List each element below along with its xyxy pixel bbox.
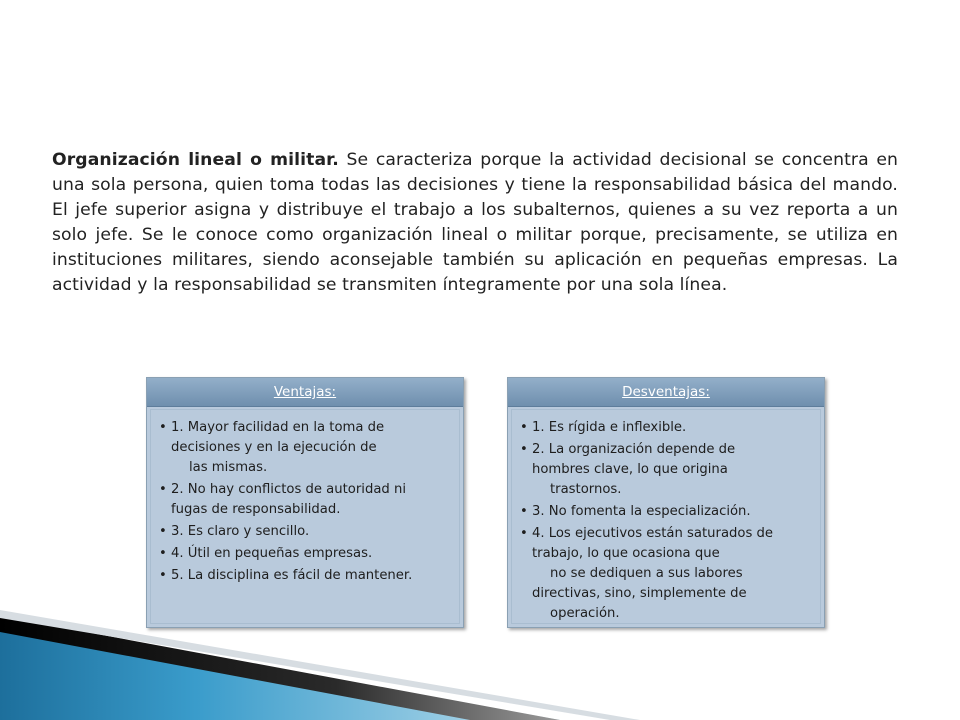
ventajas-item-line: • 1. Mayor facilidad en la toma de [159,420,385,435]
desventajas-item-line: • 3. No fomenta la especialización. [520,504,751,519]
ventajas-item-line: decisiones y en la ejecución de [171,440,377,455]
ventajas-header-label: Ventajas: [273,384,337,400]
desventajas-item-line: • 1. Es rígida e inflexible. [520,420,687,435]
paragraph-text: Se caracteriza porque la actividad decisional se concentra en una sola persona, quien toma todas las decisiones y tiene la responsabilidad básica del mando. El jefe superior asigna y distribuye el trabajo a los subalternos, quienes a su vez reporta a un solo jefe. Se le conoce como organización lineal o militar porque, precisamente, se utiliza en instituciones militares, siendo aconsejable también su aplicación en pequeñas empresas. La actividad y la responsabilidad se transmiten íntegramente por una sola línea. [52,150,898,295]
ventajas-item-line: fugas de responsabilidad. [171,502,341,517]
ventajas-item-line: • 2. No hay conflictos de autoridad ni [159,482,406,497]
desventajas-item [520,418,812,438]
desventajas-item [520,502,812,522]
desventajas-box [507,377,825,628]
ventajas-item [159,522,451,542]
description-paragraph [52,148,898,298]
desventajas-item-line: directivas, sino, simplemente de [532,586,747,601]
ventajas-item-line: • 3. Es claro y sencillo. [159,524,310,539]
desventajas-item-line: • 2. La organización depende de [520,442,736,457]
decorative-stripes [0,610,960,720]
desventajas-item-line: trabajo, lo que ocasiona que [532,546,720,561]
desventajas-list [520,418,812,624]
desventajas-item-line: no se dediquen a sus labores [550,566,743,581]
ventajas-item-line: las mismas. [189,460,268,475]
ventajas-box [146,377,464,628]
ventajas-item [159,566,451,586]
ventajas-list [159,418,451,586]
desventajas-item-line: trastornos. [550,482,622,497]
ventajas-item-line: • 4. Útil en pequeñas empresas. [159,546,373,561]
desventajas-item-line: • 4. Los ejecutivos están saturados de [520,526,774,541]
desventajas-item [520,524,812,624]
ventajas-item [159,544,451,564]
ventajas-item-line: • 5. La disciplina es fácil de mantener. [159,568,413,583]
desventajas-body [511,409,821,624]
ventajas-body [150,409,460,624]
paragraph-title: Organización lineal o militar. [52,150,339,170]
ventajas-item [159,480,451,520]
desventajas-header-label: Desventajas: [622,384,710,400]
ventajas-header [147,378,463,407]
ventajas-item [159,418,451,478]
desventajas-item-line: hombres clave, lo que origina [532,462,728,477]
desventajas-item-line: operación. [550,606,620,621]
desventajas-item [520,440,812,500]
desventajas-header [508,378,824,407]
